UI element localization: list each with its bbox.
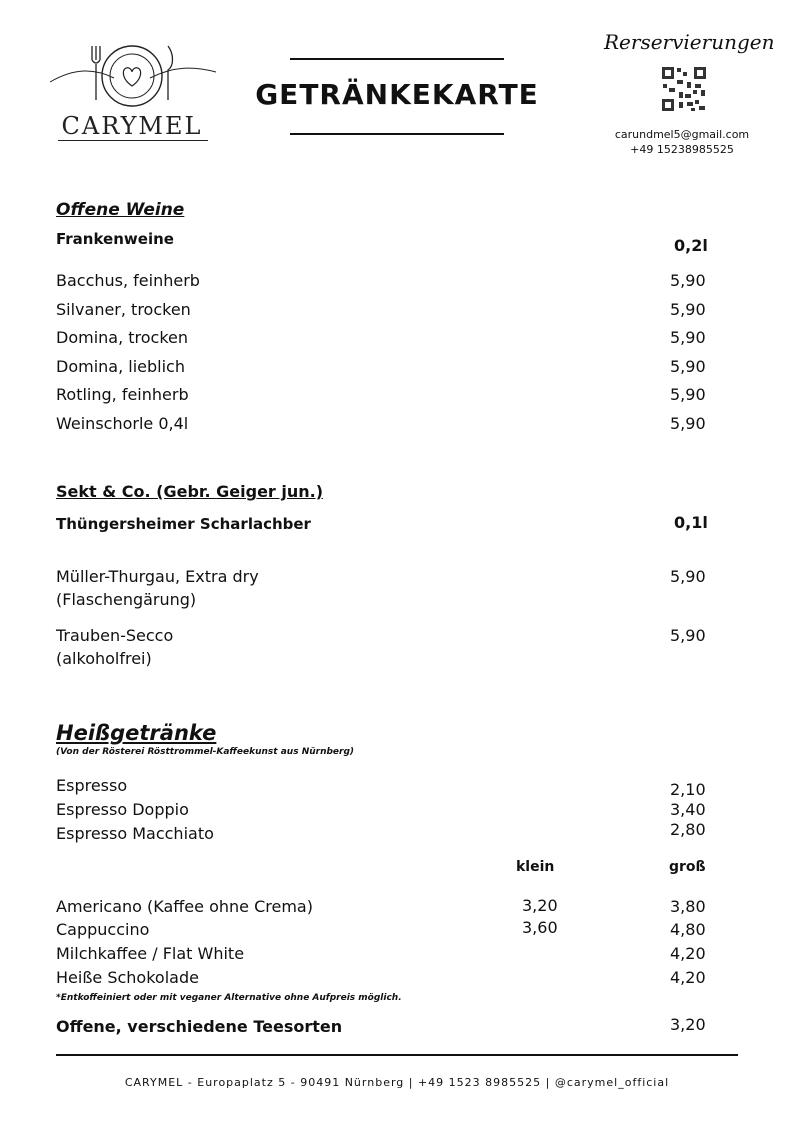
espresso-price: 3,40: [670, 800, 706, 819]
wine-item: Domina, lieblich: [56, 357, 185, 376]
wine-price: 5,90: [670, 357, 706, 376]
wine-price: 5,90: [670, 414, 706, 433]
coffee-price-large: 4,20: [670, 944, 706, 963]
wine-subtitle: Frankenweine: [56, 230, 174, 248]
sekt-item: Müller-Thurgau, Extra dry: [56, 567, 259, 586]
coffee-item: Americano (Kaffee ohne Crema): [56, 897, 313, 916]
section-title-hot: Heißgetränke: [56, 721, 217, 745]
wine-item: Weinschorle 0,4l: [56, 414, 189, 433]
title-rule-bottom: [290, 133, 504, 135]
espresso-item: Espresso: [56, 776, 128, 795]
espresso-price: 2,10: [670, 780, 706, 799]
sekt-item-note: (alkoholfrei): [56, 649, 152, 668]
coffee-price-large: 4,80: [670, 920, 706, 939]
logo: [44, 38, 220, 144]
espresso-item: Espresso Doppio: [56, 800, 189, 819]
coffee-item: Cappuccino: [56, 920, 150, 939]
wine-item: Rotling, feinherb: [56, 385, 189, 404]
page-title: GETRÄNKEKARTE: [255, 78, 539, 111]
logo-underline: [58, 140, 208, 141]
espresso-item: Espresso Macchiato: [56, 824, 214, 843]
section-title-sekt: Sekt & Co. (Gebr. Geiger jun.): [56, 482, 324, 501]
wine-item: Silvaner, trocken: [56, 300, 191, 319]
coffee-price-small: 3,60: [522, 918, 558, 937]
sekt-item: Trauben-Secco: [56, 626, 174, 645]
wine-item: Bacchus, feinherb: [56, 271, 200, 290]
hot-origin: (Von der Rösterei Rösttrommel-Kaffeekunst aus Nürnberg): [56, 747, 355, 757]
brand-name: CARYMEL: [61, 112, 203, 140]
decaf-note: *Entkoffeiniert oder mit veganer Alternative ohne Aufpreis möglich.: [56, 993, 402, 1003]
wine-item: Domina, trocken: [56, 328, 189, 347]
coffee-price-small: 3,20: [522, 896, 558, 915]
plate-cutlery-icon: [44, 38, 220, 116]
wine-price: 5,90: [670, 300, 706, 319]
section-title-wine: Offene Weine: [56, 200, 185, 220]
sekt-price: 5,90: [670, 626, 706, 645]
footer-text: CARYMEL - Europaplatz 5 - 90491 Nürnberg | +49 1523 8985525 | @carymel_official: [124, 1076, 670, 1089]
sekt-item-note: (Flaschengärung): [56, 590, 197, 609]
column-small: klein: [516, 859, 555, 875]
contact-phone[interactable]: +49 15238985525: [630, 143, 734, 156]
column-large: groß: [669, 859, 706, 875]
tea-price: 3,20: [670, 1015, 706, 1034]
title-rule-top: [290, 58, 504, 60]
sekt-size: 0,1l: [674, 513, 708, 532]
wine-size: 0,2l: [674, 236, 708, 255]
wine-price: 5,90: [670, 385, 706, 404]
coffee-price-large: 3,80: [670, 897, 706, 916]
sekt-subtitle: Thüngersheimer Scharlachber: [56, 515, 311, 533]
qr-code-icon[interactable]: [661, 66, 707, 112]
tea-item: Offene, verschiedene Teesorten: [56, 1017, 343, 1036]
contact-email[interactable]: carundmel5@gmail.com: [614, 128, 750, 141]
coffee-item: Heiße Schokolade: [56, 968, 199, 987]
reservation-label: Rerservierungen: [604, 30, 775, 54]
footer-rule: [56, 1054, 738, 1056]
espresso-price: 2,80: [670, 820, 706, 839]
coffee-item: Milchkaffee / Flat White: [56, 944, 245, 963]
wine-price: 5,90: [670, 271, 706, 290]
sekt-price: 5,90: [670, 567, 706, 586]
coffee-price-large: 4,20: [670, 968, 706, 987]
wine-price: 5,90: [670, 328, 706, 347]
